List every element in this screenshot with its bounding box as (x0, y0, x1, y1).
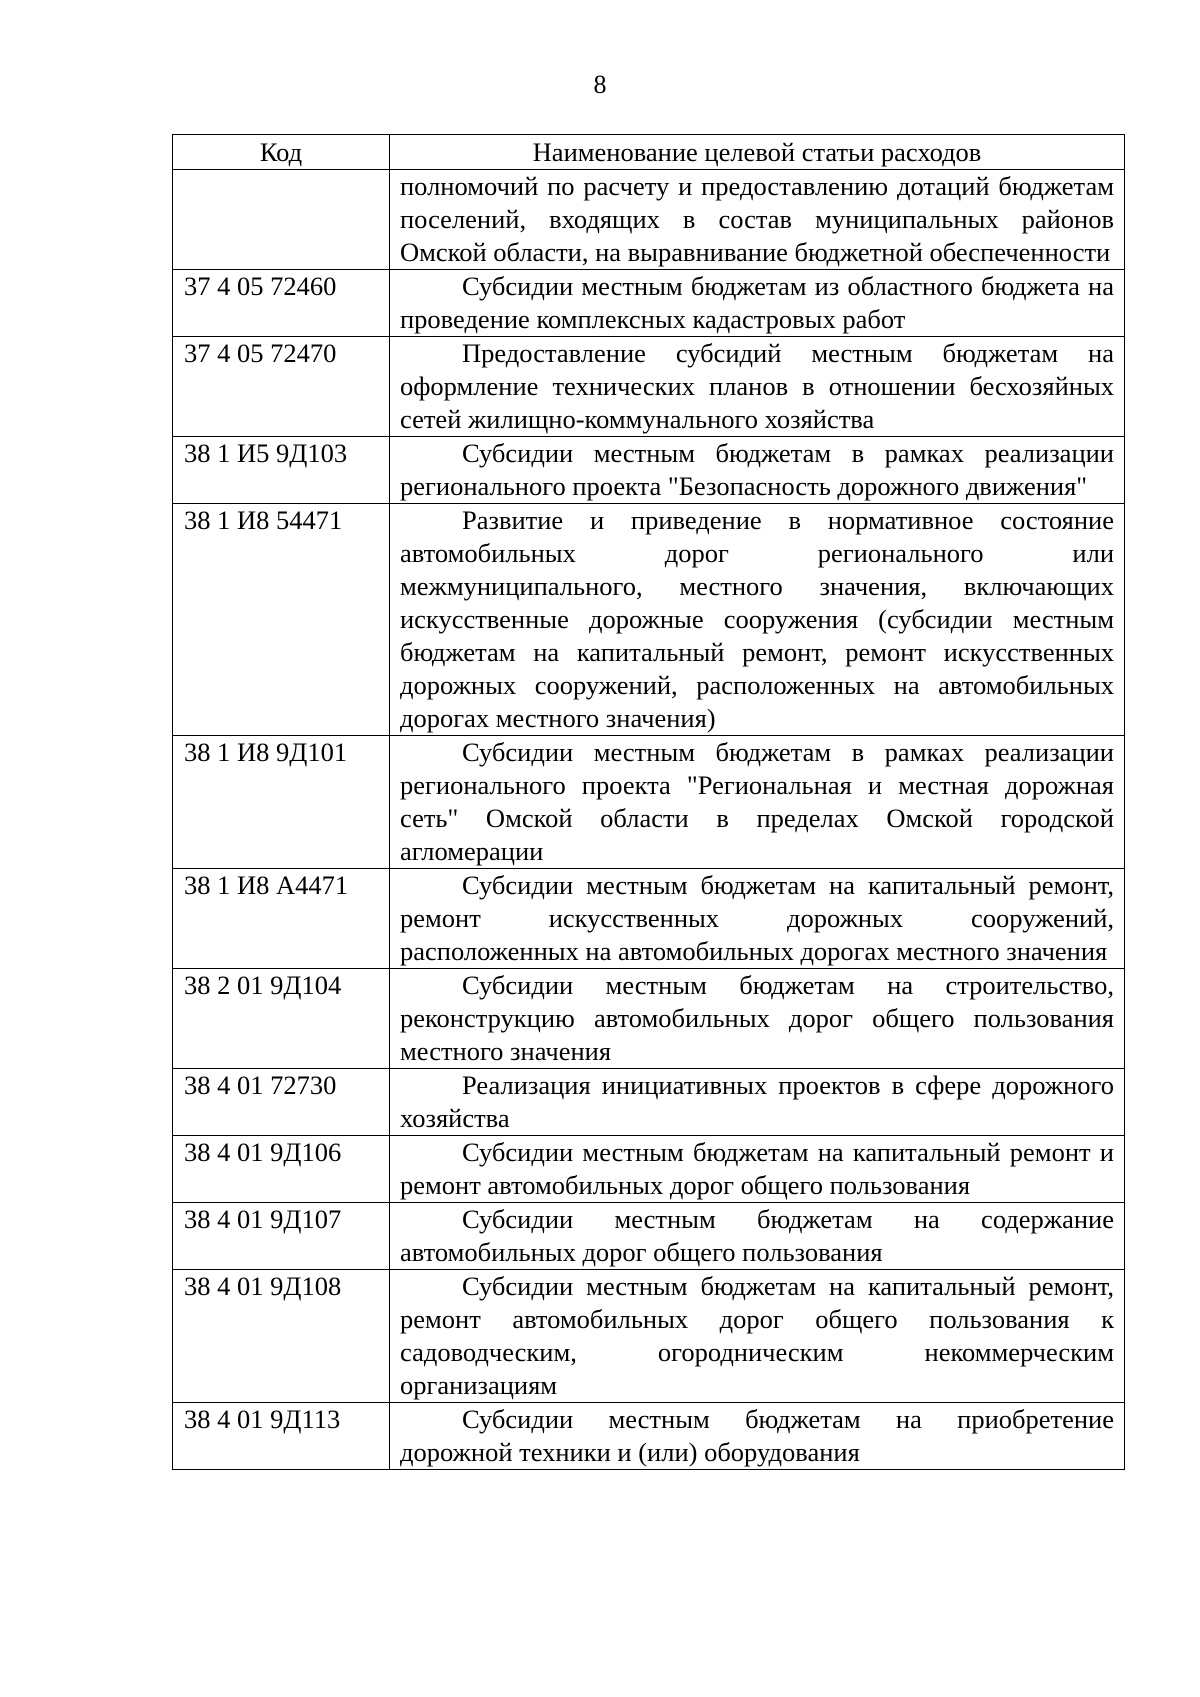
table-header-row (173, 135, 1125, 170)
row-code: 38 4 01 72730 (173, 1069, 390, 1136)
row-code: 38 2 01 9Д104 (173, 969, 390, 1069)
row-name: Реализация инициативных проектов в сфере дорожного хозяйства (390, 1069, 1125, 1136)
table-row (173, 1136, 1125, 1203)
table-body (173, 170, 1125, 1470)
row-code (173, 170, 390, 270)
row-name: Субсидии местным бюджетам в рамках реализации регионального проекта "Безопасность дорожного движения" (390, 437, 1125, 504)
page-number: 8 (593, 70, 607, 99)
row-code: 37 4 05 72460 (173, 270, 390, 337)
table-row (173, 1270, 1125, 1403)
row-code: 38 4 01 9Д108 (173, 1270, 390, 1403)
row-code: 38 1 И5 9Д103 (173, 437, 390, 504)
table-row (173, 337, 1125, 437)
expense-items-table (172, 134, 1125, 1470)
table-row (173, 504, 1125, 736)
row-code: 37 4 05 72470 (173, 337, 390, 437)
row-name: Субсидии местным бюджетам на строительство, реконструкцию автомобильных дорог общего пользования местного значения (390, 969, 1125, 1069)
table-row (173, 1403, 1125, 1470)
row-code: 38 4 01 9Д106 (173, 1136, 390, 1203)
table-row (173, 1069, 1125, 1136)
row-code: 38 4 01 9Д107 (173, 1203, 390, 1270)
row-name: Субсидии местным бюджетам в рамках реализации регионального проекта "Региональная и местная дорожная сеть" Омской области в пределах Омской городской агломерации (390, 736, 1125, 869)
row-code: 38 1 И8 А4471 (173, 869, 390, 969)
row-name: Субсидии местным бюджетам на капитальный ремонт, ремонт искусственных дорожных сооружений, расположенных на автомобильных дорогах местного значения (390, 869, 1125, 969)
table-row (173, 170, 1125, 270)
row-name: Субсидии местным бюджетам из областного бюджета на проведение комплексных кадастровых работ (390, 270, 1125, 337)
row-name: полномочий по расчету и предоставлению дотаций бюджетам поселений, входящих в состав муниципальных районов Омской области, на выравнивание бюджетной обеспеченности (390, 170, 1125, 270)
row-code: 38 1 И8 54471 (173, 504, 390, 736)
table-row (173, 736, 1125, 869)
code-column-header: Код (173, 135, 390, 170)
name-column-header: Наименование целевой статьи расходов (390, 135, 1125, 170)
row-code: 38 1 И8 9Д101 (173, 736, 390, 869)
table-row (173, 869, 1125, 969)
row-name: Субсидии местным бюджетам на приобретение дорожной техники и (или) оборудования (390, 1403, 1125, 1470)
row-name: Развитие и приведение в нормативное состояние автомобильных дорог регионального или межмуниципального, местного значения, включающих искусственные дорожные сооружения (субсидии местным бюджетам на капитальный ремонт, ремонт искусственных дорожных сооружений, расположенных на автомобильных дорогах местного значения) (390, 504, 1125, 736)
table-row (173, 270, 1125, 337)
row-name: Субсидии местным бюджетам на капитальный ремонт и ремонт автомобильных дорог общего пользования (390, 1136, 1125, 1203)
table-row (173, 969, 1125, 1069)
table-row (173, 437, 1125, 504)
row-name: Субсидии местным бюджетам на капитальный ремонт, ремонт автомобильных дорог общего пользования к садоводческим, огородническим некоммерческим организациям (390, 1270, 1125, 1403)
row-code: 38 4 01 9Д113 (173, 1403, 390, 1470)
row-name: Предоставление субсидий местным бюджетам на оформление технических планов в отношении бесхозяйных сетей жилищно-коммунального хозяйства (390, 337, 1125, 437)
row-name: Субсидии местным бюджетам на содержание автомобильных дорог общего пользования (390, 1203, 1125, 1270)
table-row (173, 1203, 1125, 1270)
